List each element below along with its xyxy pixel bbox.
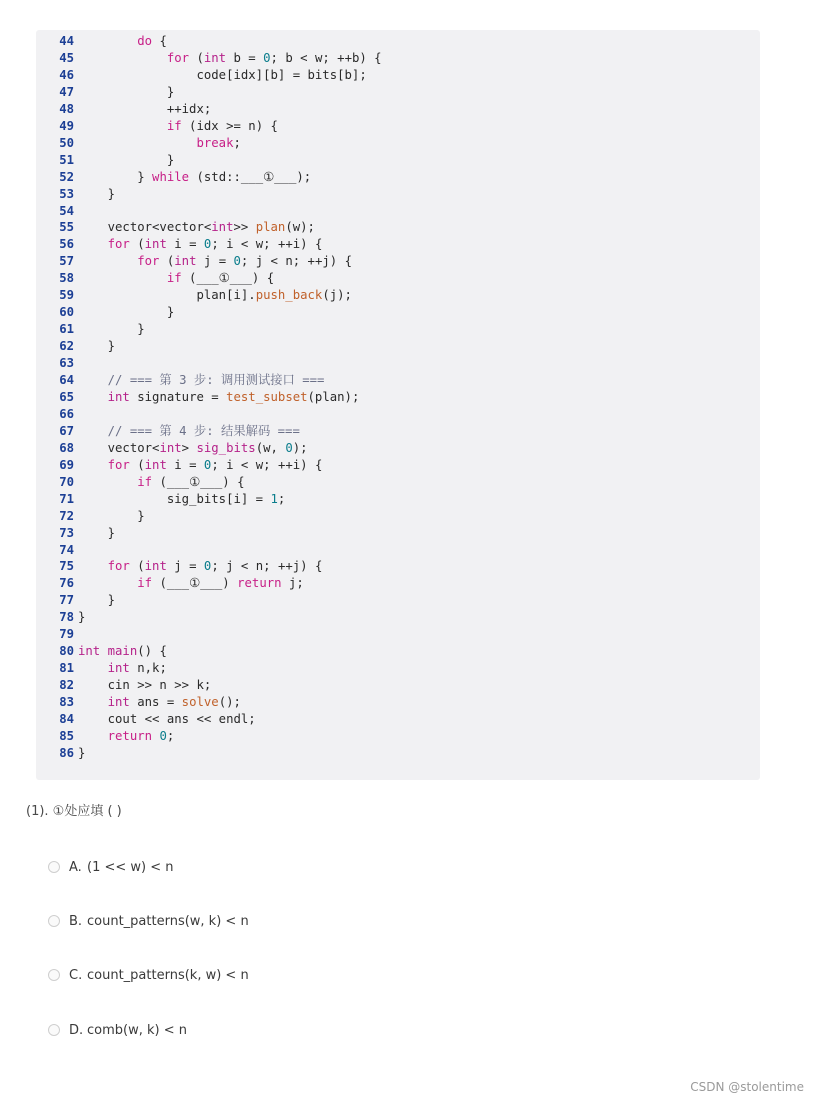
code-text bbox=[78, 558, 322, 575]
code-token: 0 bbox=[159, 728, 167, 743]
line-number: 72 bbox=[59, 508, 74, 523]
line-number: 51 bbox=[59, 152, 74, 167]
code-token: } bbox=[78, 186, 116, 201]
line-number: 77 bbox=[59, 593, 74, 608]
line-number: 45 bbox=[59, 50, 74, 65]
code-text bbox=[78, 389, 359, 406]
code-token: solve bbox=[181, 695, 219, 710]
code-token: } bbox=[78, 169, 153, 184]
code-token: break bbox=[196, 135, 234, 150]
code-token: 0 bbox=[233, 254, 241, 269]
option-text: (1 << w) < n bbox=[87, 860, 174, 875]
line-number: 46 bbox=[59, 67, 74, 82]
code-token: ++idx; bbox=[78, 101, 212, 116]
code-token bbox=[78, 661, 108, 675]
code-token: ; bbox=[166, 728, 175, 743]
code-token: } bbox=[78, 152, 175, 167]
code-token bbox=[78, 458, 108, 472]
code-token: } bbox=[78, 593, 116, 608]
code-token: } bbox=[78, 305, 175, 320]
line-number: 70 bbox=[59, 474, 74, 489]
code-token: n,k; bbox=[129, 661, 167, 676]
option-text: count_patterns(k, w) < n bbox=[87, 968, 249, 983]
option-letter: C. bbox=[69, 968, 83, 983]
line-number: 79 bbox=[59, 627, 74, 642]
code-text bbox=[78, 50, 382, 67]
line-number: 85 bbox=[59, 728, 74, 743]
line-number: 68 bbox=[59, 440, 74, 455]
watermark: CSDN @stolentime bbox=[690, 1080, 804, 1094]
line-number: 54 bbox=[59, 203, 74, 218]
code-panel bbox=[36, 30, 760, 780]
code-token: sig_bits bbox=[196, 440, 256, 455]
line-number: 64 bbox=[59, 373, 74, 387]
code-token bbox=[78, 51, 167, 65]
code-token: test_subset bbox=[226, 389, 308, 404]
line-number: 63 bbox=[59, 356, 74, 371]
code-token: j = bbox=[166, 559, 204, 574]
code-text bbox=[78, 304, 174, 321]
code-token: ; j < n; ++j) { bbox=[240, 254, 352, 269]
line-number: 50 bbox=[59, 135, 74, 150]
code-token: for bbox=[107, 559, 130, 574]
code-text bbox=[78, 694, 241, 711]
code-token: () { bbox=[137, 644, 167, 659]
line-number: 74 bbox=[59, 542, 74, 557]
code-token: // === 第 4 步: 结果解码 === bbox=[78, 423, 300, 438]
line-number: 82 bbox=[59, 678, 74, 693]
code-token: ; i < w; ++i) { bbox=[211, 457, 323, 472]
code-text bbox=[78, 236, 322, 253]
code-token: for bbox=[166, 50, 190, 65]
code-token: if bbox=[166, 271, 182, 286]
code-text bbox=[78, 592, 115, 609]
code-text bbox=[78, 491, 285, 508]
code-token: j = bbox=[196, 254, 234, 269]
line-number: 55 bbox=[59, 220, 74, 235]
line-number: 44 bbox=[59, 34, 74, 48]
code-token bbox=[78, 390, 108, 404]
code-token: (___①___) { bbox=[152, 474, 245, 489]
code-text bbox=[78, 677, 211, 694]
code-token bbox=[78, 576, 137, 590]
code-token: ; bbox=[277, 491, 286, 506]
code-token: sig_bits[i] = bbox=[78, 491, 271, 506]
line-number: 66 bbox=[59, 406, 74, 421]
line-number: 48 bbox=[59, 101, 74, 116]
code-text bbox=[78, 118, 278, 135]
code-token: signature = bbox=[129, 389, 227, 404]
code-token: ( bbox=[159, 254, 175, 269]
code-token: (plan); bbox=[307, 389, 360, 404]
code-token: ; bbox=[233, 135, 241, 150]
code-token: ( bbox=[129, 457, 145, 472]
line-number: 58 bbox=[59, 271, 74, 286]
code-text bbox=[78, 33, 167, 50]
code-token: int bbox=[203, 50, 227, 65]
line-number: 62 bbox=[59, 339, 74, 354]
code-token: plan[i]. bbox=[78, 288, 256, 303]
code-token: ans = bbox=[129, 695, 182, 710]
code-token: } bbox=[78, 508, 145, 523]
code-token: vector<vector< bbox=[78, 220, 212, 235]
code-text bbox=[78, 508, 145, 525]
code-token: int bbox=[159, 440, 182, 455]
line-number: 57 bbox=[59, 254, 74, 269]
code-token: } bbox=[78, 525, 116, 540]
code-token: for bbox=[107, 457, 130, 472]
code-token: ( bbox=[129, 559, 145, 574]
code-token: int bbox=[174, 254, 197, 269]
option-letter: A. bbox=[69, 860, 82, 875]
code-token bbox=[78, 559, 108, 573]
code-token: for bbox=[107, 237, 130, 252]
code-token: int bbox=[107, 695, 130, 710]
code-token: (___①___) bbox=[152, 576, 238, 591]
code-token: (idx >= n) { bbox=[181, 118, 278, 133]
code-text bbox=[78, 711, 256, 728]
code-token: if bbox=[166, 118, 182, 133]
code-token: return bbox=[237, 576, 282, 591]
line-number: 80 bbox=[59, 644, 74, 659]
code-text bbox=[78, 745, 85, 762]
line-number: 76 bbox=[59, 576, 74, 591]
code-token: 0 bbox=[203, 237, 212, 252]
option-letter: B. bbox=[69, 914, 83, 929]
code-text bbox=[78, 287, 352, 304]
code-text bbox=[78, 338, 115, 355]
code-text bbox=[78, 101, 211, 118]
code-token: push_back bbox=[255, 288, 323, 303]
line-number: 69 bbox=[59, 457, 74, 472]
radio-button[interactable] bbox=[48, 861, 60, 873]
code-text bbox=[78, 372, 324, 389]
code-token: main bbox=[107, 644, 138, 659]
code-token: ; j < n; ++j) { bbox=[211, 559, 323, 574]
code-token: } bbox=[78, 610, 86, 625]
code-token bbox=[78, 271, 167, 285]
code-text bbox=[78, 609, 85, 626]
code-token: // === 第 3 步: 调用测试接口 === bbox=[78, 373, 325, 387]
code-token: j; bbox=[281, 576, 304, 591]
option-text: comb(w, k) < n bbox=[87, 1023, 187, 1038]
code-token: plan bbox=[255, 220, 286, 235]
code-token bbox=[78, 34, 137, 48]
code-token: int bbox=[144, 457, 167, 472]
code-token: 0 bbox=[203, 559, 212, 574]
code-token: int bbox=[107, 389, 130, 404]
code-token: ; b < w; ++b) { bbox=[270, 50, 382, 65]
code-token: i = bbox=[166, 457, 204, 472]
radio-button[interactable] bbox=[48, 969, 60, 981]
code-token bbox=[78, 695, 108, 709]
line-number: 59 bbox=[59, 288, 74, 303]
code-token: (j); bbox=[322, 288, 352, 303]
line-number: 83 bbox=[59, 695, 74, 710]
code-token: (w, bbox=[255, 440, 286, 455]
code-token: } bbox=[78, 339, 116, 354]
code-text bbox=[78, 84, 174, 101]
code-token: { bbox=[152, 34, 167, 48]
code-token: ( bbox=[189, 50, 204, 65]
code-text bbox=[78, 474, 245, 491]
code-text bbox=[78, 457, 322, 474]
code-token: 0 bbox=[203, 457, 212, 472]
code-token: for bbox=[137, 254, 160, 269]
line-number: 49 bbox=[59, 118, 74, 133]
line-number: 52 bbox=[59, 169, 74, 184]
code-token: ( bbox=[129, 237, 145, 252]
code-token bbox=[78, 729, 108, 743]
code-token: int bbox=[78, 644, 101, 659]
code-token: >> bbox=[233, 220, 256, 235]
code-token: ); bbox=[292, 440, 308, 455]
code-token: while bbox=[152, 169, 190, 184]
line-number: 84 bbox=[59, 712, 74, 726]
line-number: 67 bbox=[59, 423, 74, 438]
code-token: code[idx][b] = bits[b]; bbox=[78, 67, 367, 82]
code-token: int bbox=[144, 559, 167, 574]
code-token: } bbox=[78, 745, 86, 760]
code-token: (); bbox=[218, 695, 241, 710]
code-token: 1 bbox=[270, 491, 278, 506]
code-token bbox=[78, 475, 137, 489]
code-token: if bbox=[137, 576, 153, 591]
line-number: 75 bbox=[59, 559, 74, 574]
code-token: (___①___) { bbox=[181, 271, 275, 286]
code-token bbox=[78, 119, 167, 133]
line-number: 78 bbox=[59, 610, 74, 625]
code-text bbox=[78, 186, 115, 203]
code-text bbox=[78, 423, 300, 440]
code-token bbox=[78, 237, 108, 251]
code-text bbox=[78, 660, 167, 677]
code-text bbox=[78, 321, 145, 338]
code-token: i = bbox=[166, 237, 204, 252]
radio-button[interactable] bbox=[48, 915, 60, 927]
radio-button[interactable] bbox=[48, 1024, 60, 1036]
code-token: ; i < w; ++i) { bbox=[211, 237, 323, 252]
code-token: int bbox=[107, 661, 130, 676]
line-number: 56 bbox=[59, 237, 74, 252]
code-text bbox=[78, 440, 308, 457]
line-number: 81 bbox=[59, 661, 74, 676]
line-number: 71 bbox=[59, 491, 74, 506]
code-text bbox=[78, 152, 174, 169]
code-token: 0 bbox=[263, 50, 271, 65]
line-number: 86 bbox=[59, 745, 74, 760]
code-text bbox=[78, 575, 304, 592]
code-token: 0 bbox=[285, 440, 293, 455]
code-token bbox=[78, 254, 137, 268]
code-token: return bbox=[107, 728, 153, 743]
line-number: 47 bbox=[59, 84, 74, 99]
line-number: 61 bbox=[59, 322, 74, 337]
code-token: do bbox=[137, 34, 153, 48]
code-text bbox=[78, 253, 352, 270]
code-token: vector< bbox=[78, 440, 160, 455]
line-number: 53 bbox=[59, 186, 74, 201]
code-token: int bbox=[211, 220, 234, 235]
code-token: (std::___①___); bbox=[189, 169, 312, 184]
code-text bbox=[78, 169, 311, 186]
code-text bbox=[78, 728, 174, 745]
code-text bbox=[78, 270, 274, 287]
code-token: b = bbox=[226, 50, 264, 65]
code-token: (w); bbox=[285, 220, 315, 235]
code-token: if bbox=[137, 474, 153, 489]
code-text bbox=[78, 525, 115, 542]
question-title: (1). ①处应填 ( ) bbox=[26, 804, 122, 819]
code-token: cout << ans << endl; bbox=[78, 712, 256, 726]
code-token bbox=[100, 644, 107, 658]
line-number: 73 bbox=[59, 525, 74, 540]
code-token bbox=[78, 136, 196, 150]
line-number: 60 bbox=[59, 305, 74, 320]
code-token: } bbox=[78, 322, 145, 337]
code-token: > bbox=[181, 440, 197, 455]
option-letter: D. bbox=[69, 1023, 84, 1038]
line-number: 65 bbox=[59, 389, 74, 404]
code-token: cin >> n >> k; bbox=[78, 678, 212, 693]
code-token: } bbox=[78, 84, 175, 99]
code-text bbox=[78, 135, 241, 152]
code-text bbox=[78, 219, 315, 236]
code-token: int bbox=[144, 237, 167, 252]
code-text bbox=[78, 643, 167, 660]
code-text bbox=[78, 67, 367, 84]
option-text: count_patterns(w, k) < n bbox=[87, 914, 249, 929]
